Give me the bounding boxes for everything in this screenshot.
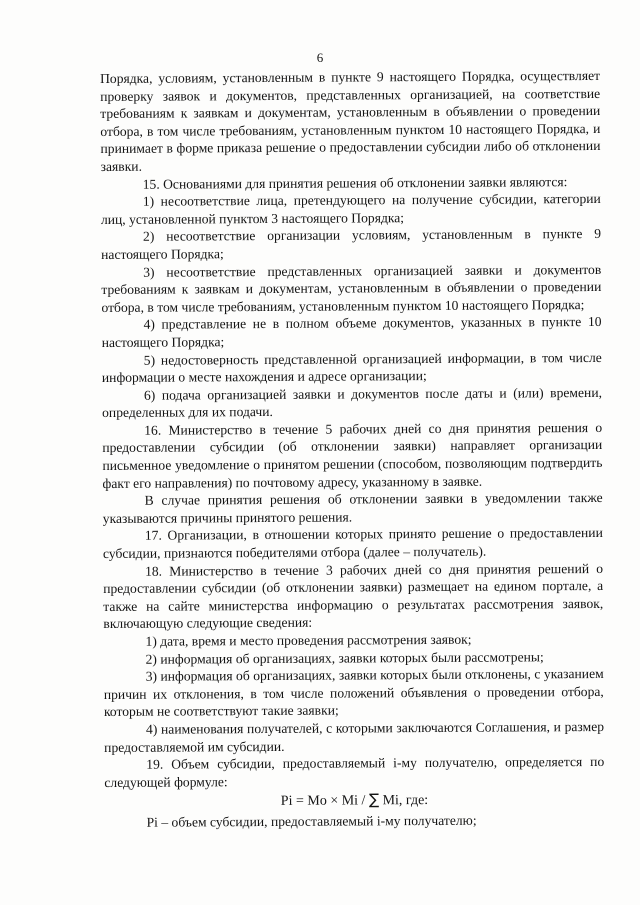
sum-symbol: ∑ [368, 790, 380, 809]
paragraph: 19. Объем субсидии, предоставляемый i-му получателю, определяется по следующей формуле: [104, 754, 605, 790]
paragraph: 2) несоответствие организации условиям, установленным в пункте 9 настоящего Порядка; [101, 226, 602, 262]
formula-left: Pi = Mo × Mi / [280, 793, 366, 810]
paragraph: В случае принятия решения об отклонении заявки в уведомлении также указываются причины принятого решения. [102, 490, 603, 526]
paragraph: 5) недостоверность представленной организацией информации, в том числе информации о месте нахождения и адресе организации; [101, 349, 602, 386]
page-number: 6 [316, 50, 324, 65]
paragraph: 2) информация об организациях, заявки которых были рассмотрены; [145, 648, 544, 667]
paragraph: 1) несоответствие лица, претендующего на получение субсидии, категории лиц, установленной пунктом 3 настоящего Порядка; [100, 191, 601, 227]
paragraph: Порядка, условиям, установленным в пункте 9 настоящего Порядка, осуществляет проверку заявок и документов, представленных организацией, на соответствие требованиям к заявкам и документам, установленным в объявлении о проведении отбора, в том числе требованиям, установленным пунктом 10 настоящего Порядка, и принимает в форме приказа решение о предоставлении субсидии либо об отклонении заявки. [100, 67, 601, 174]
subsidy-formula [104, 790, 604, 812]
paragraph: 18. Министерство в течение 3 рабочих дней со дня принятия решений о предоставлении субсидии (об отклонении заявки) размещает на едином портале, а также на сайте министерства информацию о результатах рассмотрения заявок, включающую следующие сведения: [103, 560, 604, 632]
paragraph: 17. Организации, в отношении которых принято решение о предоставлении субсидии, признаются победителями отбора (далее – получатель). [102, 525, 603, 562]
document-body [100, 67, 605, 832]
paragraph: 3) информация об организациях, заявки которых были отклонены, с указанием причин их отклонения, в том числе положений объявления о проведении отбора, которым не соответствуют такие заявки; [103, 666, 604, 720]
paragraph: 15. Основаниями для принятия решения об отклонении заявки являются: [142, 173, 568, 192]
paragraph: 1) дата, время и место проведения рассмотрения заявок; [145, 631, 472, 649]
paragraph: 16. Министерство в течение 5 рабочих дней со дня принятия решения о предоставлении субсидии (об отклонении заявки) направляет организации письменное уведомление о принятом решении (способом, позволяющим подтвердить факт его направления) по почтовому адресу, указанному в заявке. [102, 419, 603, 491]
paragraph: Pi – объем субсидии, предоставляемый i-му получателю; [146, 812, 477, 830]
paragraph: 3) несоответствие представленных организацией заявки и документов требованиям к заявкам и документам, установленным в объявлении о проведении отбора, в том числе требованиям, установленным пунктом 10 настоящего Порядка; [101, 261, 602, 315]
paragraph: 4) представление не в полном объеме документов, указанных в пункте 10 настоящего Порядка; [101, 314, 602, 350]
paragraph: 4) наименования получателей, с которыми заключаются Соглашения, и размер предоставляемой им субсидии. [104, 718, 605, 755]
formula-right: Mi, где: [382, 793, 429, 809]
paragraph: 6) подача организацией заявки и документов после даты и (или) времени, определенных для их подачи. [102, 384, 603, 421]
